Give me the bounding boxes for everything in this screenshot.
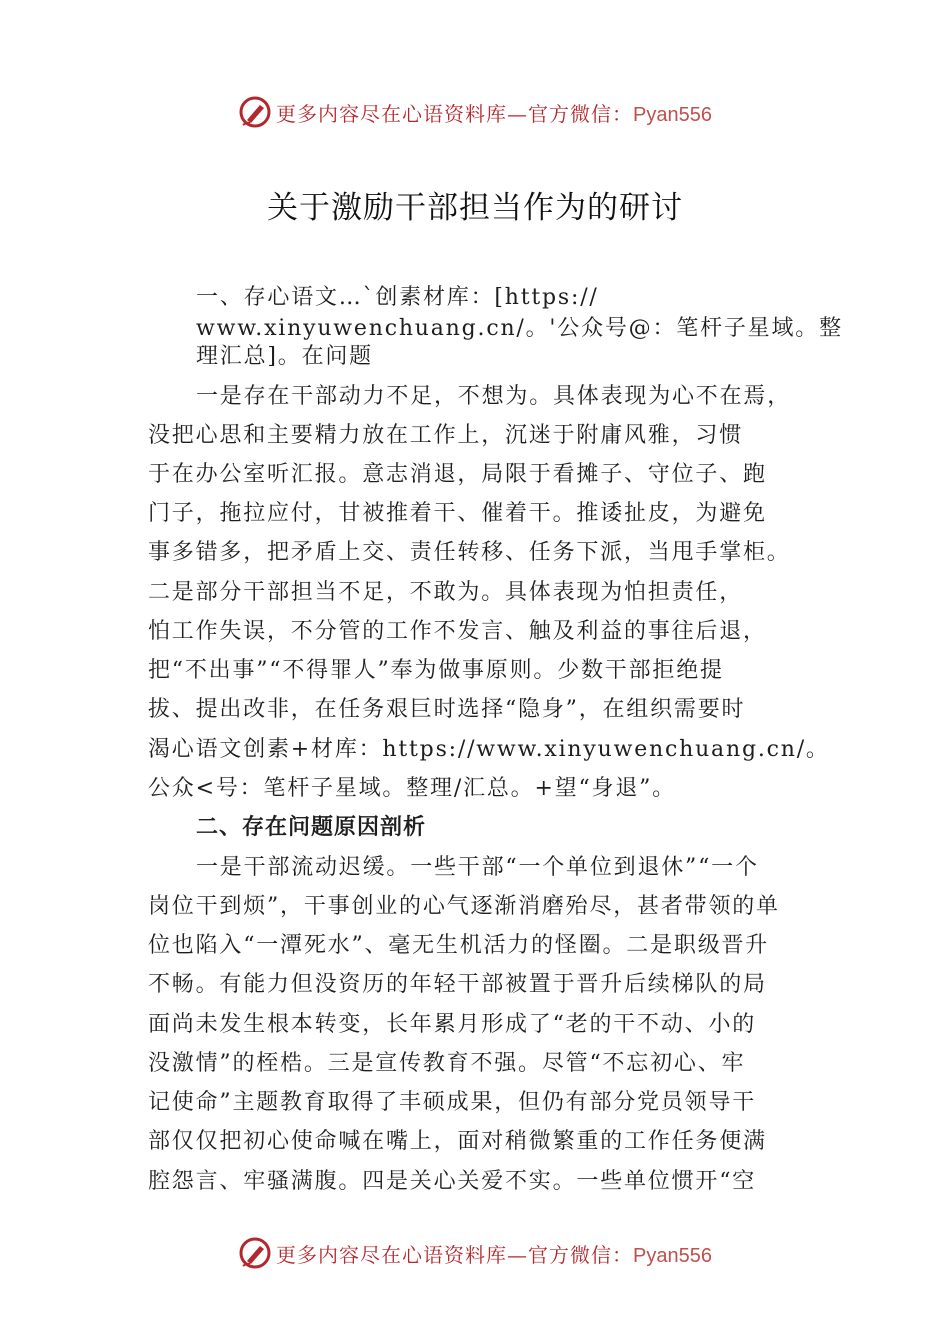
text-line: 把“不出事”“不得罪人”奉为做事原则。少数干部拒绝提 xyxy=(148,658,724,683)
banner-text: 更多内容尽在心语资料库—官方微信： xyxy=(276,1242,634,1267)
banner-text: 更多内容尽在心语资料库—官方微信： xyxy=(276,101,634,126)
text-line: 没把心思和主要精力放在工作上，沉迷于附庸风雅，习惯 xyxy=(148,423,744,448)
brush-logo-icon xyxy=(238,95,272,129)
text-line: 不畅。有能力但没资历的年轻干部被置于晋升后续梯队的局 xyxy=(148,972,767,997)
text-line: 于在办公室听汇报。意志消退，局限于看摊子、守位子、跑 xyxy=(148,462,767,487)
header-watermark xyxy=(0,92,950,132)
text-line: 没激情”的桎梏。三是宣传教育不强。尽管“不忘初心、牢 xyxy=(148,1051,746,1076)
banner-wechat-id: Pyan556 xyxy=(633,1244,712,1267)
text-line: 一、存心语文…`创素材库：[https:// xyxy=(196,285,599,310)
text-line: 部仅仅把初心使命喊在嘴上，面对稍微繁重的工作任务便满 xyxy=(148,1129,767,1154)
text-line: 面尚未发生根本转变，长年累月形成了“老的干不动、小的 xyxy=(148,1012,757,1037)
section-heading: 二、存在问题原因剖析 xyxy=(196,815,427,840)
footer-watermark xyxy=(0,1233,950,1273)
text-line: 理汇总]。在问题 xyxy=(196,344,373,369)
text-line: 二是部分干部担当不足，不敢为。具体表现为怕担责任， xyxy=(148,580,744,605)
text-line: www.xinyuwenchuang.cn/。'公众号@：笔杆子星域。整 xyxy=(196,316,843,341)
text-line: 门子，拖拉应付，甘被推着干、催着干。推诿扯皮，为避免 xyxy=(148,501,767,526)
text-line: 记使命”主题教育取得了丰硕成果，但仍有部分党员领导干 xyxy=(148,1090,757,1115)
text-line: 事多错多，把矛盾上交、责任转移、任务下派，当甩手掌柜。 xyxy=(148,540,791,565)
text-line: 腔怨言、牢骚满腹。四是关心关爱不实。一些单位惯开“空 xyxy=(148,1169,757,1194)
text-line: 公众<号：笔杆子星域。整理/汇总。+望“身退”。 xyxy=(148,776,676,801)
text-line: 怕工作失误，不分管的工作不发言、触及利益的事往后退， xyxy=(148,619,767,644)
text-line: 位也陷入“一潭死水”、毫无生机活力的怪圈。二是职级晋升 xyxy=(148,933,770,958)
document-title: 关于激励干部担当作为的研讨 xyxy=(267,190,683,226)
text-line: 渴心语文创素+材库：https://www.xinyuwenchuang.cn/。 xyxy=(148,737,830,762)
banner-wechat-id: Pyan556 xyxy=(633,103,712,126)
text-line: 一是存在干部动力不足，不想为。具体表现为心不在焉， xyxy=(196,384,792,409)
text-line: 一是干部流动迟缓。一些干部“一个单位到退休”“一个 xyxy=(196,855,759,880)
brush-logo-icon xyxy=(238,1236,272,1270)
text-line: 拔、提出改非，在任务艰巨时选择“隐身”，在组织需要时 xyxy=(148,697,746,722)
text-line: 岗位干到烦”，干事创业的心气逐渐消磨殆尽，甚者带领的单 xyxy=(148,894,780,919)
